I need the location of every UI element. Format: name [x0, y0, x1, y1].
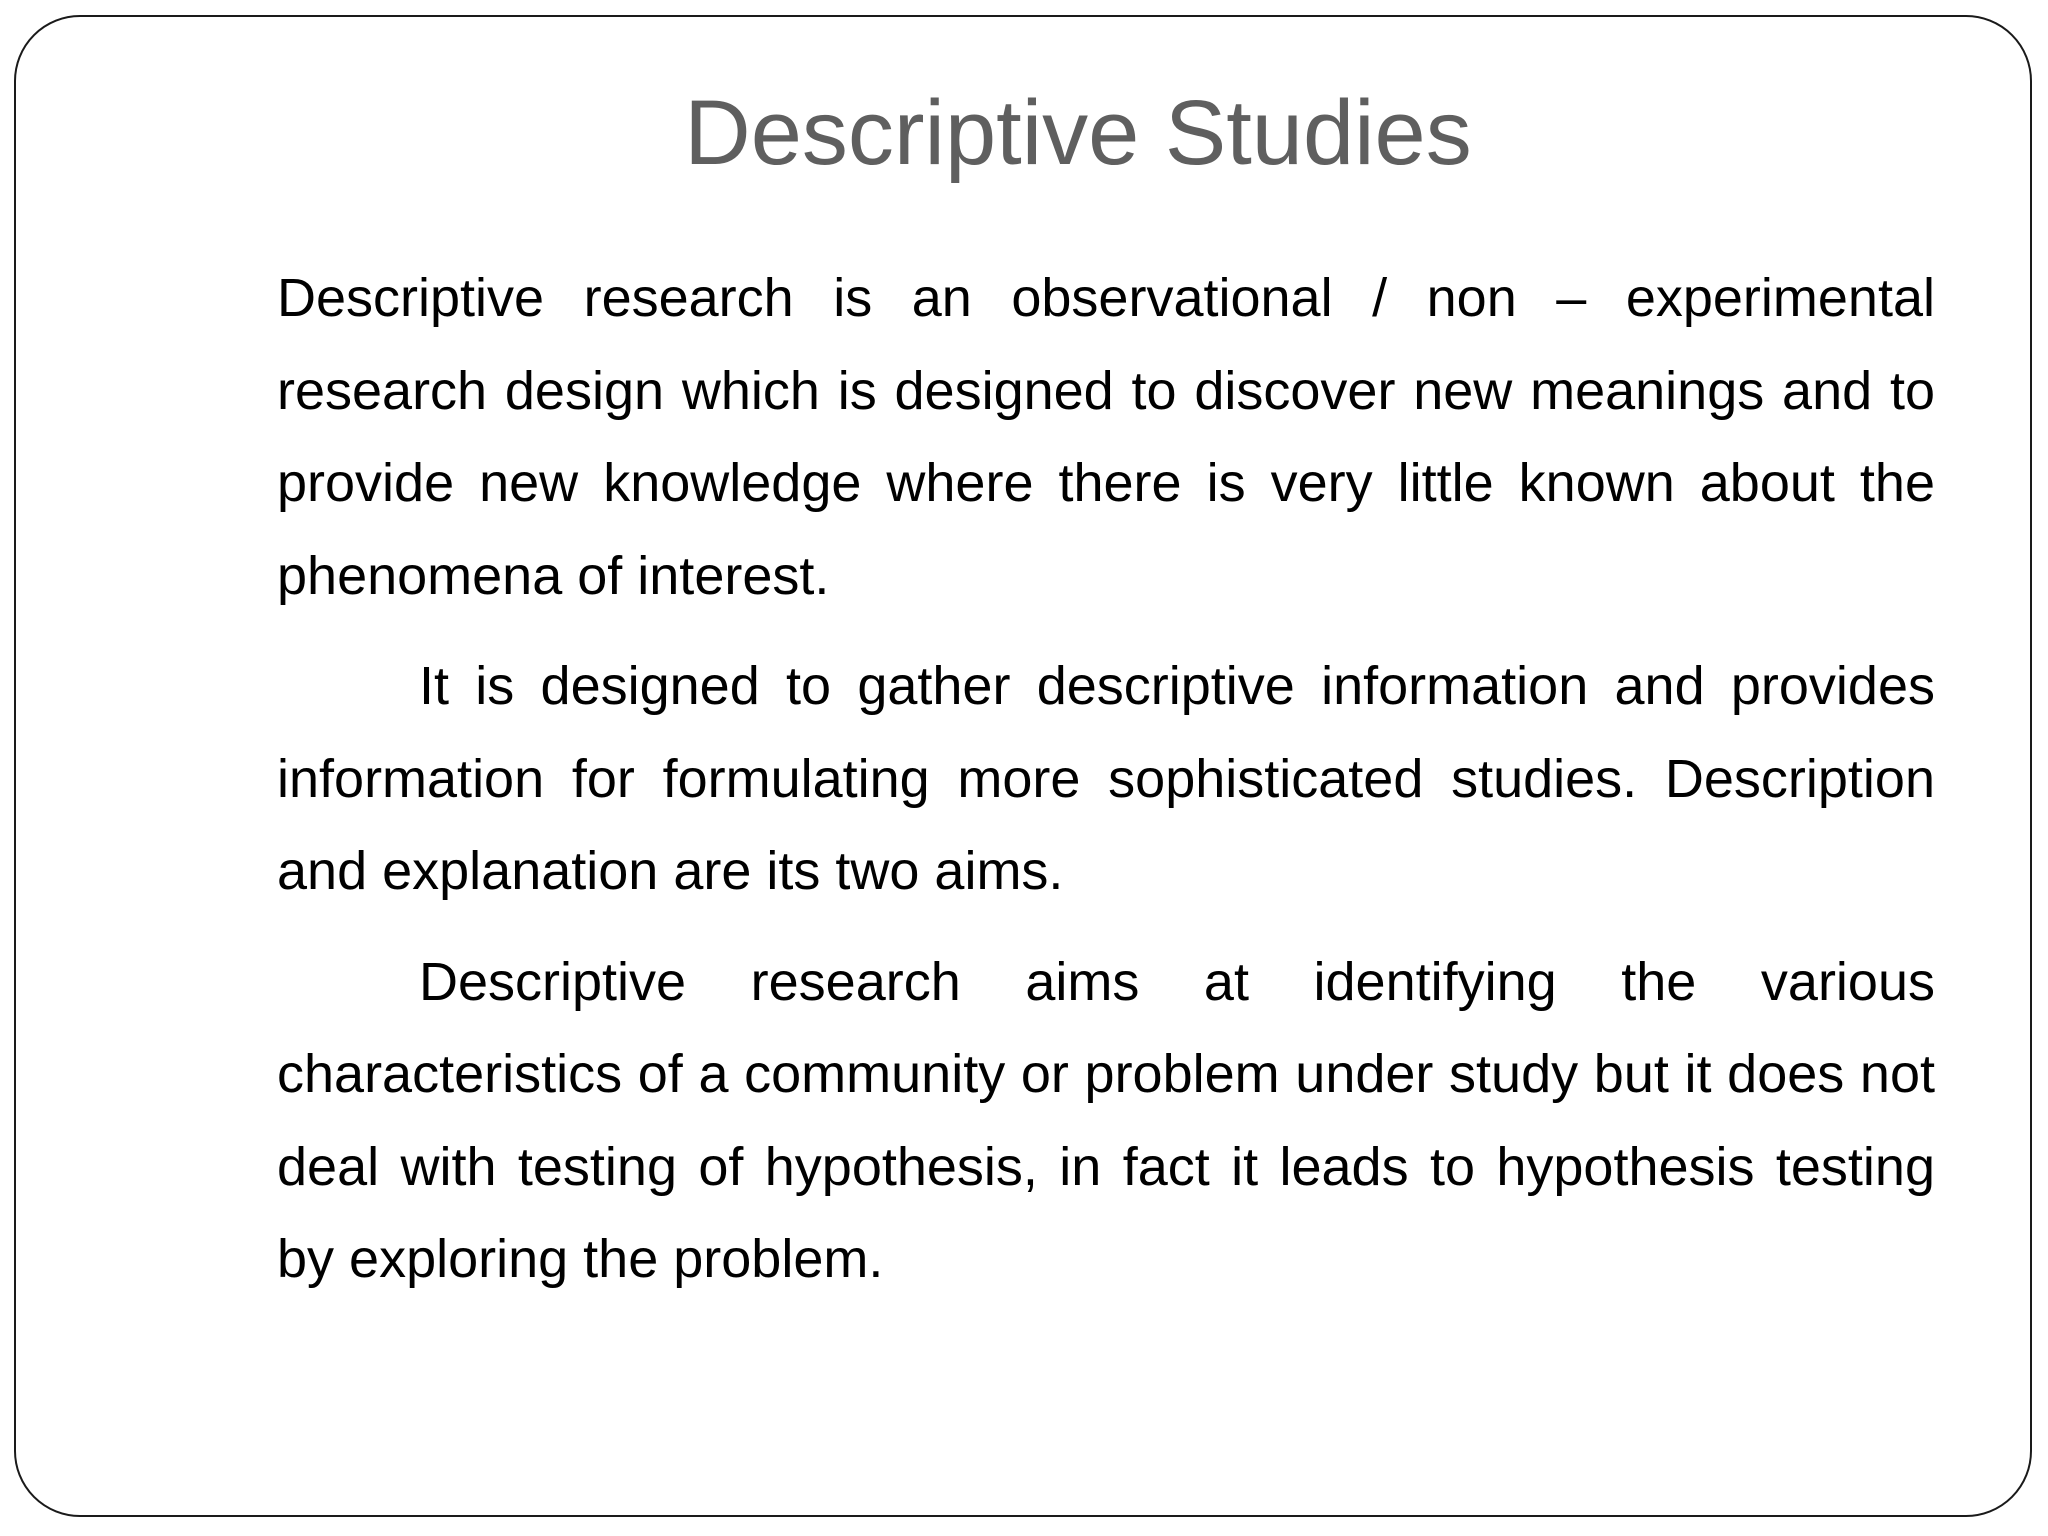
slide-body — [277, 252, 1935, 1324]
paragraph-purpose: It is designed to gather descriptive information and provides information for formulating more sophisticated studies. Description and explanation are its two aims. — [277, 656, 1935, 901]
slide-title: Descriptive Studies — [684, 82, 1472, 184]
paragraph-aims: Descriptive research aims at identifying the various characteristics of a community or problem under study but it does not deal with testing of hypothesis, in fact it leads to hypothesis testing by exploring the problem. — [277, 951, 1935, 1289]
paragraph-definition: Descriptive research is an observational / non – experimental research design which is designed to discover new meanings and to provide new knowledge where there is very little known about the phenomena of interest. — [277, 268, 1935, 606]
